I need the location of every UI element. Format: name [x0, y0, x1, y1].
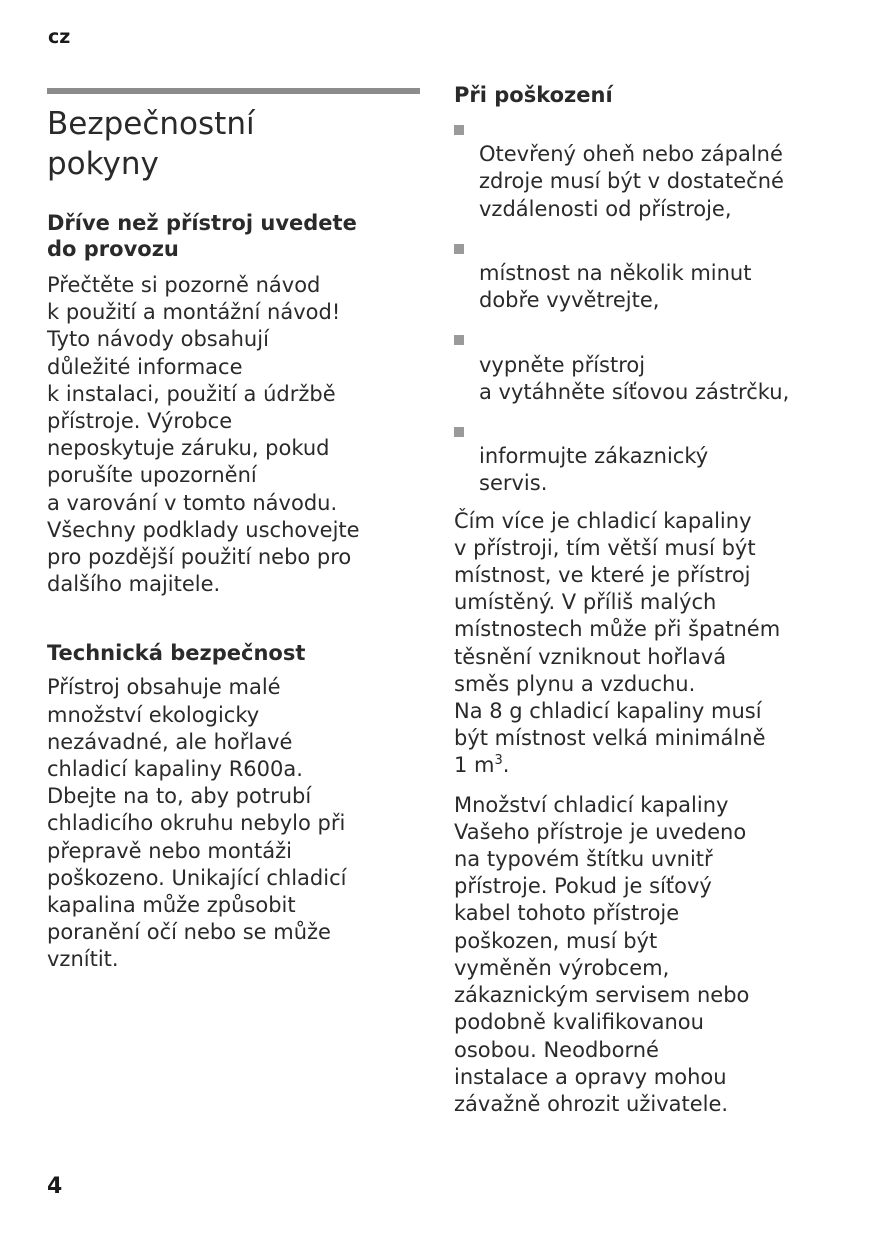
section-body-before-use: Přečtěte si pozorně návod k použití a montážní návod! Tyto návody obsahují důležité informace k instalaci, použití a údržbě přístroje. Výrobce neposkytuje záruku, pokud porušíte upozornění a varování v tomto návodu. Všechny podklady uschovejte pro pozdější použití nebo pro dalšího majitele.	[47, 273, 360, 597]
square-bullet-icon	[454, 335, 464, 345]
right-column	[454, 82, 834, 1118]
sentence-end: .	[502, 753, 510, 778]
left-column	[47, 104, 427, 974]
square-bullet-icon	[454, 427, 464, 437]
list-item-text: informujte zákaznický servis.	[479, 444, 709, 496]
list-item	[454, 233, 834, 315]
square-bullet-icon	[454, 244, 464, 254]
list-item	[454, 114, 834, 223]
language-code: cz	[48, 26, 71, 48]
section-heading-before-use: Dříve než přístroj uvedete do provozu	[47, 211, 357, 261]
section-heading-damage: Při poškození	[454, 83, 613, 107]
list-item-text: vypněte přístroj a vytáhněte síťovou zástrčku,	[479, 352, 790, 404]
refrigerant-amount-paragraph: Množství chladicí kapaliny Vašeho přístroje je uvedeno na typovém štítku uvnitř přístroje. Pokud je síťový kabel tohoto přístroje poškozen, musí být vyměněn výrobcem, zákaznickým servisem nebo podobně kvalifikovanou osobou. Neodborné instalace a opravy mohou závažně ohrozit uživatele.	[454, 792, 750, 1116]
damage-bullet-list	[454, 114, 834, 498]
cubic-superscript: 3	[494, 753, 503, 769]
section-body-technical-safety: Přístroj obsahuje malé množství ekologicky nezávadné, ale hořlavé chladicí kapaliny R600a. Dbejte na to, aby potrubí chladicího okruhu nebylo při přepravě nebo montáži poškozeno. Unikající chladicí kapalina může způsobit poranění očí nebo se může vznítit.	[47, 675, 347, 972]
refrigerant-room-size-text: Čím více je chladicí kapaliny v přístroji, tím větší musí být místnost, ve které je přístroj umístěný. V příliš malých místnostech může při špatném těsnění vzniknout hořlavá směs plynu a vzduchu. Na 8 g chladicí kapaliny musí být místnost velká minimálně 1 m	[454, 508, 781, 778]
page-number: 4	[47, 1174, 63, 1199]
page-title: Bezpečnostní pokyny	[47, 106, 255, 182]
square-bullet-icon	[454, 125, 464, 135]
section-heading-technical-safety: Technická bezpečnost	[47, 641, 306, 666]
list-item	[454, 416, 834, 498]
list-item	[454, 324, 834, 406]
refrigerant-room-size-paragraph	[454, 508, 834, 780]
list-item-text: místnost na několik minut dobře vyvětrejte,	[479, 261, 752, 313]
title-rule	[47, 88, 420, 94]
list-item-text: Otevřený oheň nebo zápalné zdroje musí být v dostatečné vzdálenosti od přístroje,	[479, 142, 784, 221]
